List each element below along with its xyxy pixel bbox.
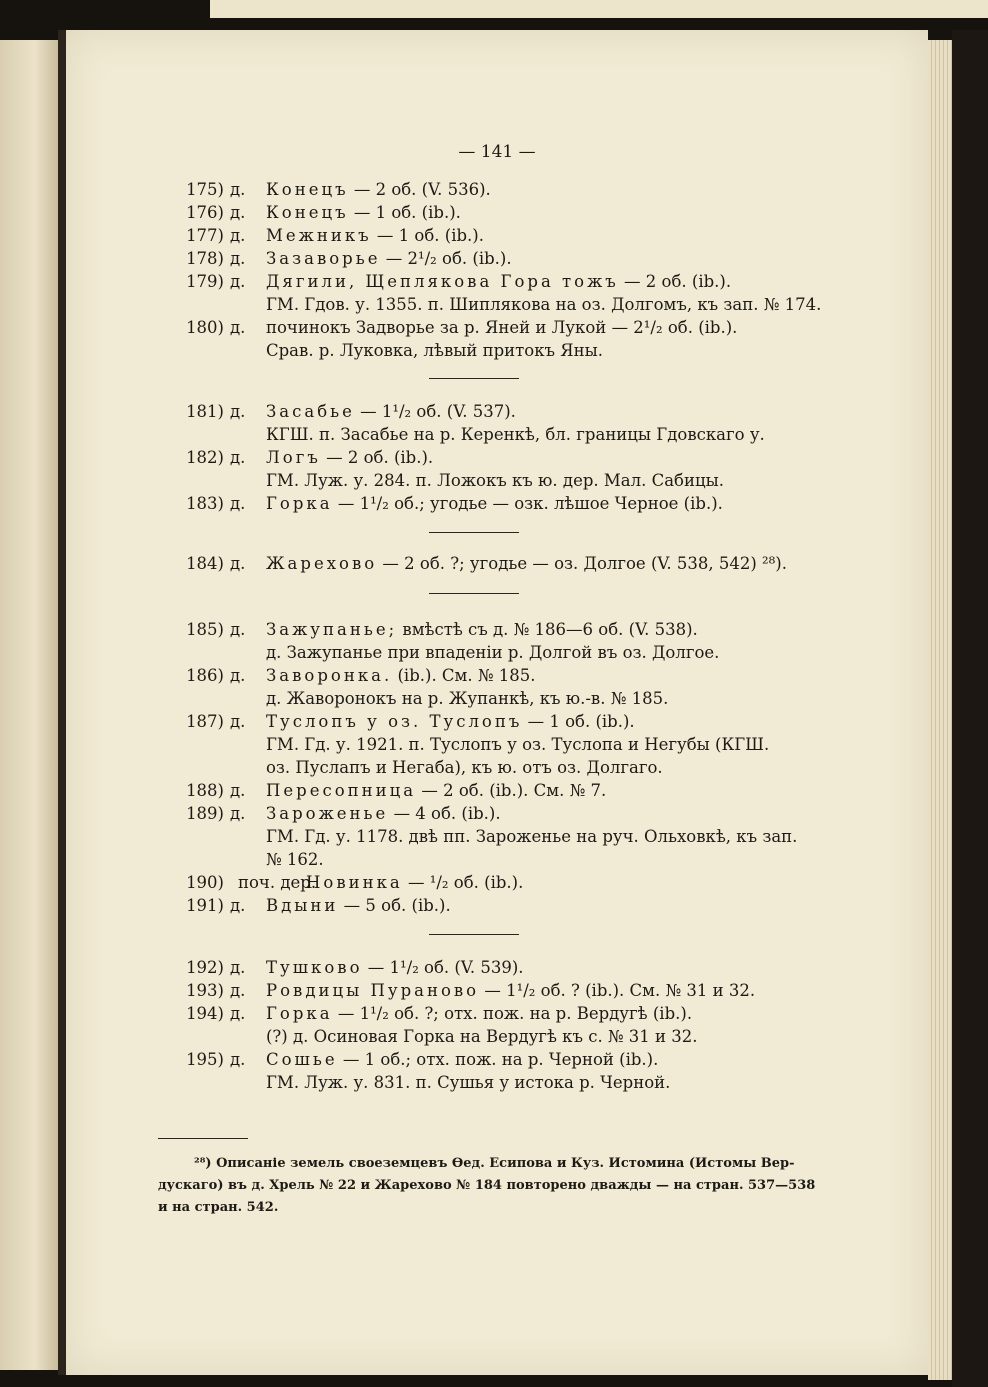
entry-abbr: д. (230, 402, 246, 421)
entry-note: № 162. (266, 850, 324, 869)
entry-number: 176) (186, 203, 224, 222)
entry-number: 191) (186, 896, 224, 915)
entry-name: Зажупанье; (266, 620, 398, 639)
entry-number: 187) (186, 712, 224, 731)
entry-number: 177) (186, 226, 224, 245)
entry-number: 180) (186, 318, 224, 337)
entry-rest: — 1¹/₂ об.; угодье — озк. лѣшое Черное (ib.). (337, 494, 723, 513)
entry-rest: — 1¹/₂ об. ? (ib.). См. № 31 и 32. (484, 981, 756, 1000)
entry-name: Новинка (306, 873, 403, 892)
entry-abbr: д. (230, 896, 246, 915)
footnote-divider (158, 1138, 248, 1139)
entry-abbr: д. (230, 804, 246, 823)
book-page (66, 30, 928, 1375)
entry-number: 189) (186, 804, 224, 823)
entry-name: Ровдицы Пураново (266, 981, 480, 1000)
entry-number: 186) (186, 666, 224, 685)
entry-rest: — 1 об. (ib.). (353, 203, 461, 222)
book-gutter (58, 30, 66, 1375)
entry-name: Горка (266, 1004, 333, 1023)
entry-abbr: д. (230, 203, 246, 222)
entry-name: Зазаворье (266, 249, 381, 268)
entry-abbr: д. (230, 781, 246, 800)
entry-rest: — 1 об. (ib.). (527, 712, 635, 731)
entry-number: 182) (186, 448, 224, 467)
entry-rest: — 1 об. (ib.). (376, 226, 484, 245)
entry-note: КГШ. п. Засабье на р. Керенкѣ, бл. границы Гдовскаго у. (266, 425, 765, 444)
entry-rest: — 2 об. ?; угодье — оз. Долгое (V. 538, 542) ²⁸). (382, 554, 787, 573)
entry-note: Срав. р. Луковка, лѣвый притокъ Яны. (266, 341, 603, 360)
entry-abbr: д. (230, 1004, 246, 1023)
entry-name: Межникъ (266, 226, 372, 245)
entry-name: Зароженье (266, 804, 389, 823)
entry-note: ГМ. Гдов. у. 1355. п. Шиплякова на оз. Долгомъ, къ зап. № 174. (266, 295, 822, 314)
entry-abbr: д. (230, 620, 246, 639)
section-divider (429, 593, 519, 594)
entry-number: 193) (186, 981, 224, 1000)
entry-abbr: д. (230, 494, 246, 513)
entry-abbr: д. (230, 226, 246, 245)
entry-abbr: д. (230, 981, 246, 1000)
entry-number: 184) (186, 554, 224, 573)
entry-abbr: д. (230, 958, 246, 977)
entry-rest: — 5 об. (ib.). (343, 896, 451, 915)
entry-rest: — 4 об. (ib.). (393, 804, 501, 823)
entry-abbr: д. (230, 666, 246, 685)
entry-name: Дягили, Щеплякова Гора тожъ (266, 272, 619, 291)
entry-abbr: д. (230, 554, 246, 573)
footnote-line-3: и на стран. 542. (158, 1200, 279, 1215)
entry-rest: — 2 об. (V. 536). (353, 180, 491, 199)
section-divider (429, 378, 519, 379)
entry-rest: — 2 об. (ib.). (624, 272, 732, 291)
entry-rest: — 1¹/₂ об. ?; отх. пож. на р. Вердугѣ (ib.). (337, 1004, 693, 1023)
entry-name: Жарехово (266, 554, 378, 573)
entry-name: Туслопъ у оз. Туслопъ (266, 712, 523, 731)
entry-note: ГМ. Луж. у. 284. п. Ложокъ къ ю. дер. Мал. Сабицы. (266, 471, 724, 490)
entry-rest: — 1 об.; отх. пож. на р. Черной (ib.). (342, 1050, 659, 1069)
entry-name: Сошье (266, 1050, 338, 1069)
entry-abbr: д. (230, 712, 246, 731)
entry-name: Засабье (266, 402, 355, 421)
entry-abbr: д. (230, 1050, 246, 1069)
entry-name: Конецъ (266, 203, 349, 222)
entry-rest: — 2¹/₂ об. (ib.). (385, 249, 512, 268)
entry-number: 179) (186, 272, 224, 291)
entry-abbr: д. (230, 272, 246, 291)
entry-rest: — 2 об. (ib.). См. № 7. (421, 781, 607, 800)
page-stack-edge (928, 40, 952, 1380)
entry-abbr: д. (230, 318, 246, 337)
entry-number: 195) (186, 1050, 224, 1069)
section-divider (429, 934, 519, 935)
footnote-line-2: дускаго) въ д. Хрель № 22 и Жарехово № 184 повторено дважды — на стран. 537—538 (158, 1178, 816, 1193)
entry-number: 183) (186, 494, 224, 513)
entry-note: ГМ. Гд. у. 1921. п. Туслопъ у оз. Туслопа и Негубы (КГШ. (266, 735, 770, 754)
entry-abbr: д. (230, 180, 246, 199)
entry-note: д. Жаворонокъ на р. Жупанкѣ, къ ю.-в. № 185. (266, 689, 669, 708)
book-cover-edge (952, 30, 988, 1387)
page-content (66, 30, 928, 1375)
left-page-edge (0, 40, 58, 1370)
entry-name: Пересопница (266, 781, 417, 800)
entry-number: 185) (186, 620, 224, 639)
entry-rest: — ¹/₂ об. (ib.). (408, 873, 524, 892)
entry-number: 190) (186, 873, 224, 892)
entry-rest: — 1¹/₂ об. (V. 537). (360, 402, 516, 421)
entry-abbr: д. (230, 249, 246, 268)
entry-name: Вдыни (266, 896, 339, 915)
page-number: — 141 — (458, 142, 536, 162)
entry-number: 181) (186, 402, 224, 421)
entry-rest: — 2¹/₂ об. (ib.). (611, 318, 738, 337)
entry-name: Тушково (266, 958, 363, 977)
entry-name: Логъ (266, 448, 321, 467)
entry-note: оз. Пуслапъ и Негаба), къ ю. отъ оз. Долгаго. (266, 758, 663, 777)
entry-name: Конецъ (266, 180, 349, 199)
entry-number: 188) (186, 781, 224, 800)
entry-rest: — 1¹/₂ об. (V. 539). (367, 958, 524, 977)
entry-name: Заворонка. (266, 666, 393, 685)
entry-name: Горка (266, 494, 333, 513)
entry-rest: вмѣстѣ съ д. № 186—6 об. (V. 538). (402, 620, 698, 639)
footnote-line-1: ²⁸) Описаніе земель своеземцевъ Ѳед. Есипова и Куз. Истомина (Истомы Вер- (194, 1156, 795, 1171)
entry-number: 178) (186, 249, 224, 268)
entry-note: ГМ. Гд. у. 1178. двѣ пп. Зароженье на руч. Ольховкѣ, къ зап. (266, 827, 798, 846)
entry-note: ГМ. Луж. у. 831. п. Сушья у истока р. Черной. (266, 1073, 671, 1092)
entry-number: 192) (186, 958, 224, 977)
entry-note: д. Зажупанье при впаденіи р. Долгой въ оз. Долгое. (266, 643, 720, 662)
entry-name: починокъ Задворье за р. Яней и Лукой (266, 318, 607, 337)
entry-abbr: д. (230, 448, 246, 467)
entry-rest: (ib.). См. № 185. (397, 666, 536, 685)
entry-number: 194) (186, 1004, 224, 1023)
entry-note: (?) д. Осиновая Горка на Вердугѣ къ с. № 31 и 32. (266, 1027, 698, 1046)
entry-abbr: поч. дер. (238, 873, 317, 892)
section-divider (429, 532, 519, 533)
entry-number: 175) (186, 180, 224, 199)
entry-rest: — 2 об. (ib.). (326, 448, 434, 467)
page-edge-top (210, 0, 988, 18)
